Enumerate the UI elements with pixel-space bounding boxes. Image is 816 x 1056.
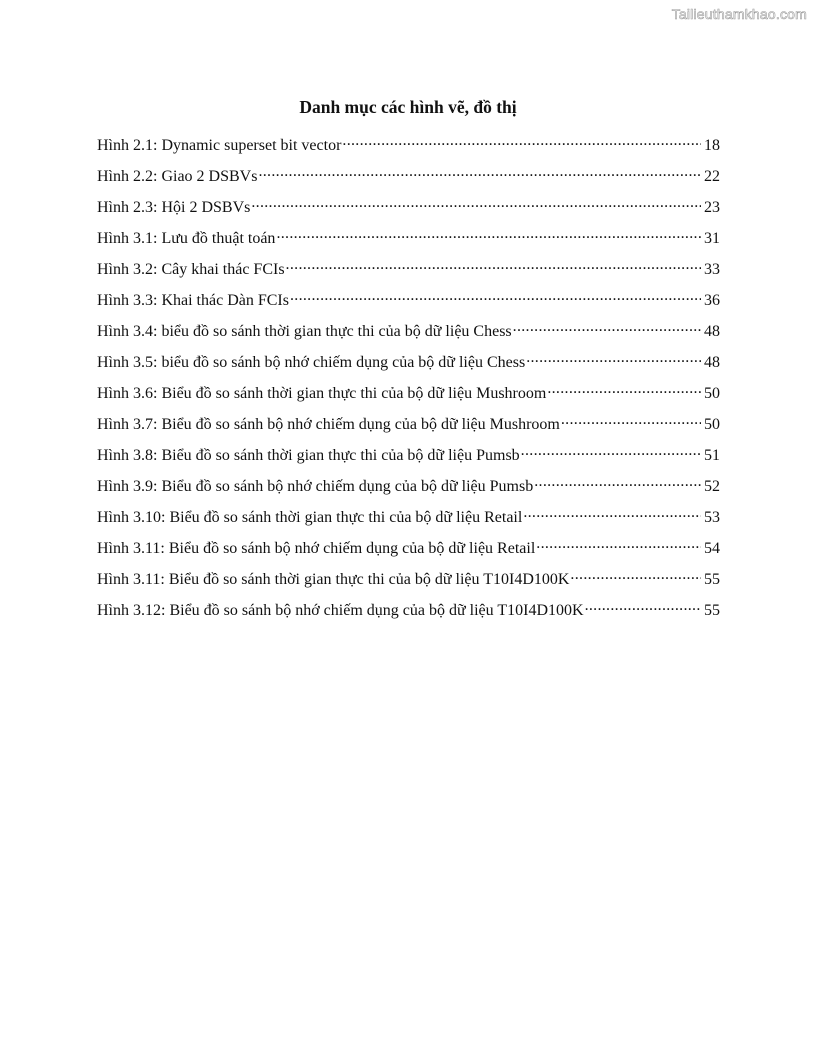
- figure-list: [97, 134, 720, 630]
- dot-leader: [286, 258, 701, 274]
- toc-entry-label: Hình 3.3: Khai thác Dàn FCIs: [97, 292, 289, 309]
- toc-entry-label: Hình 3.1: Lưu đồ thuật toán: [97, 230, 276, 247]
- dot-leader: [585, 599, 701, 615]
- toc-entry-page: 52: [704, 478, 720, 495]
- toc-entry[interactable]: [97, 227, 720, 258]
- toc-entry-page: 51: [704, 447, 720, 464]
- toc-entry-page: 31: [704, 230, 720, 247]
- toc-entry[interactable]: [97, 196, 720, 227]
- toc-entry-page: 36: [704, 292, 720, 309]
- toc-entry-page: 23: [704, 199, 720, 216]
- dot-leader: [526, 351, 701, 367]
- dot-leader: [536, 537, 701, 553]
- toc-entry[interactable]: [97, 165, 720, 196]
- dot-leader: [534, 475, 701, 491]
- watermark: Tailieuthamkhao.com: [671, 6, 807, 22]
- dot-leader: [513, 320, 701, 336]
- toc-entry[interactable]: [97, 351, 720, 382]
- dot-leader: [342, 134, 701, 150]
- dot-leader: [570, 568, 701, 584]
- toc-entry[interactable]: [97, 568, 720, 599]
- dot-leader: [523, 506, 701, 522]
- toc-entry-label: Hình 3.7: Biểu đồ so sánh bộ nhớ chiếm dụng của bộ dữ liệu Mushroom: [97, 416, 560, 433]
- toc-entry-label: Hình 3.5: biểu đồ so sánh bộ nhớ chiếm dụng của bộ dữ liệu Chess: [97, 354, 526, 371]
- toc-entry-page: 50: [704, 416, 720, 433]
- toc-entry[interactable]: [97, 289, 720, 320]
- toc-entry-page: 54: [704, 540, 720, 557]
- toc-entry-label: Hình 3.12: Biểu đồ so sánh bộ nhớ chiếm dụng của bộ dữ liệu T10I4D100K: [97, 602, 584, 619]
- toc-entry-page: 48: [704, 323, 720, 340]
- toc-entry[interactable]: [97, 444, 720, 475]
- toc-entry-page: 33: [704, 261, 720, 278]
- toc-entry[interactable]: [97, 413, 720, 444]
- toc-entry-page: 18: [704, 137, 720, 154]
- toc-entry[interactable]: [97, 475, 720, 506]
- toc-entry-label: Hình 3.11: Biểu đồ so sánh thời gian thực thi của bộ dữ liệu T10I4D100K: [97, 571, 570, 588]
- toc-entry-page: 22: [704, 168, 720, 185]
- toc-entry-label: Hình 3.4: biểu đồ so sánh thời gian thực thi của bộ dữ liệu Chess: [97, 323, 512, 340]
- dot-leader: [276, 227, 701, 243]
- toc-entry-page: 55: [704, 571, 720, 588]
- dot-leader: [547, 382, 701, 398]
- toc-entry-label: Hình 3.10: Biểu đồ so sánh thời gian thực thi của bộ dữ liệu Retail: [97, 509, 523, 526]
- toc-entry[interactable]: [97, 599, 720, 630]
- toc-entry[interactable]: [97, 320, 720, 351]
- dot-leader: [561, 413, 701, 429]
- toc-entry-label: Hình 3.11: Biểu đồ so sánh bộ nhớ chiếm dụng của bộ dữ liệu Retail: [97, 540, 536, 557]
- page-title: Danh mục các hình vẽ, đồ thị: [299, 97, 517, 117]
- dot-leader: [251, 196, 701, 212]
- toc-entry-page: 48: [704, 354, 720, 371]
- dot-leader: [521, 444, 701, 460]
- toc-entry[interactable]: [97, 382, 720, 413]
- toc-entry-label: Hình 2.1: Dynamic superset bit vector: [97, 137, 342, 154]
- toc-entry[interactable]: [97, 506, 720, 537]
- toc-entry-page: 50: [704, 385, 720, 402]
- toc-entry-label: Hình 2.3: Hội 2 DSBVs: [97, 199, 251, 216]
- toc-entry[interactable]: [97, 537, 720, 568]
- toc-entry-label: Hình 3.2: Cây khai thác FCIs: [97, 261, 285, 278]
- toc-entry-page: 53: [704, 509, 720, 526]
- dot-leader: [258, 165, 701, 181]
- toc-entry-page: 55: [704, 602, 720, 619]
- toc-entry[interactable]: [97, 134, 720, 165]
- toc-entry[interactable]: [97, 258, 720, 289]
- toc-entry-label: Hình 3.9: Biểu đồ so sánh bộ nhớ chiếm dụng của bộ dữ liệu Pumsb: [97, 478, 534, 495]
- dot-leader: [290, 289, 701, 305]
- toc-entry-label: Hình 2.2: Giao 2 DSBVs: [97, 168, 258, 185]
- toc-entry-label: Hình 3.6: Biểu đồ so sánh thời gian thực thi của bộ dữ liệu Mushroom: [97, 385, 547, 402]
- toc-entry-label: Hình 3.8: Biểu đồ so sánh thời gian thực thi của bộ dữ liệu Pumsb: [97, 447, 520, 464]
